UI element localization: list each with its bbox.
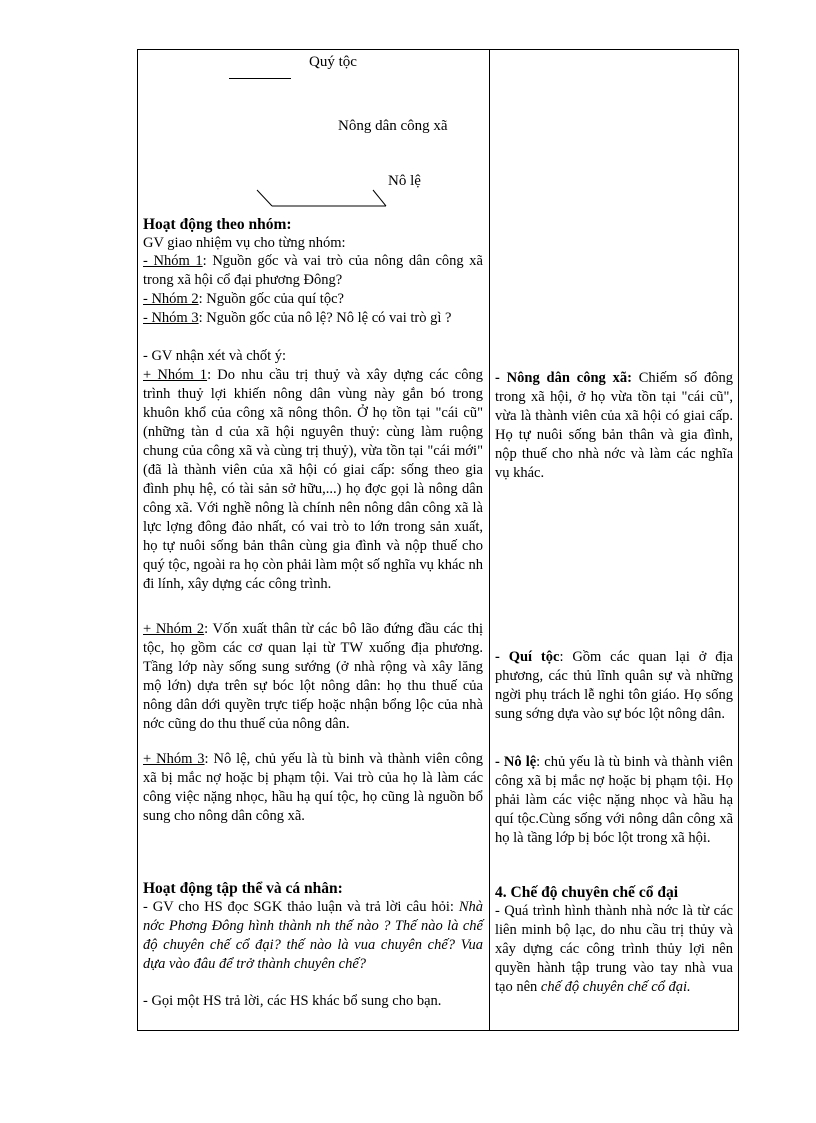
section-4-italic: chế độ chuyên chế cổ đại. [540, 979, 691, 995]
ans3-label: + Nhóm 3 [143, 751, 205, 767]
diagram-label-noble: Quý tộc [309, 54, 357, 70]
task-group-3 [143, 309, 483, 328]
noble-summary [495, 648, 733, 724]
gv-comment: - GV nhận xét và chốt ý: [143, 348, 287, 364]
answer-group-1 [143, 366, 483, 594]
section-4-heading: 4. Chế độ chuyên chế cổ đại [495, 884, 678, 901]
call-student: - Gọi một HS trả lời, các HS khác bổ sung cho bạn. [143, 993, 442, 1009]
assign-text: GV giao nhiệm vụ cho từng nhóm: [143, 235, 346, 251]
column-divider [489, 50, 490, 1030]
task-group-2 [143, 290, 483, 309]
ans2-label: + Nhóm 2 [143, 621, 205, 637]
task3-text: : Nguồn gốc của nô lệ? Nô lệ có vai trò gì ? [198, 310, 452, 326]
slave-text: : chủ yếu là tù binh và thành viên công xã bị mắc nợ hoặc bị phạm tội. Họ phải làm các việc nặng nhọc và hầu hạ quí tộc.Cùng sống với nông dân công xã họ là tầng lớp bị bóc lột trong xã hội. [495, 754, 733, 846]
noble-label: - Quí tộc [495, 649, 560, 665]
section-4-plain: - Quá trình hình thành nhà nớc là từ các liên minh bộ lạc, do nhu cầu trị thủy và xây dựng các công trình thủy lợi nên quyền hành tập trung vào tay nhà vua tạo nên [495, 903, 733, 995]
task-group-1 [143, 252, 483, 290]
collective-activity-heading: Hoạt động tập thể và cá nhân: [143, 880, 343, 897]
diagram-label-slave: Nô lệ [388, 173, 421, 189]
ans1-text: : Do nhu cầu trị thuỷ và xây dựng các công trình thuỷ lợi khiến nông dân vùng này gắn bó trong khuôn khổ của công xã nông thôn. Ở họ tồn tại "cái cũ" (những tàn d của xã hội nguyên thuỷ: cùng làm ruộng chung của công xã và cùng trị thuỷ), vừa tồn tại "cái mới" (đã là thành viên của xã hội có giai cấp: sống theo gia đình phụ hệ, có tài sản sở hữu,...) họ đợc gọi là nông dân công xã. Với nghề nông là chính nên nông dân công xã là lực lợng đông đảo nhất, có vai trò to lớn trong sản xuất, họ tự nuôi sống bản thân cùng gia đình và nộp thuế cho quý tộc, ngoài ra họ còn phải làm một số nghĩa vụ khác nh đi lính, xây dựng các công trình. [143, 367, 483, 592]
gv-task [143, 898, 483, 974]
task1-label: - Nhóm 1 [143, 253, 203, 269]
section-4-text [495, 902, 733, 997]
task3-label: - Nhóm 3 [143, 310, 199, 326]
peasant-label: - Nông dân công xã: [495, 370, 632, 386]
task2-label: - Nhóm 2 [143, 291, 199, 307]
lesson-table [137, 49, 739, 1031]
answer-group-2 [143, 620, 483, 734]
diagram-bracket [255, 188, 405, 212]
diagram-label-peasant: Nông dân công xã [338, 118, 448, 134]
answer-group-3 [143, 750, 483, 826]
diagram-line-top [229, 78, 291, 79]
peasant-text: Chiếm số đông trong xã hội, ở họ vừa tồn tại "cái cũ", vừa là thành viên của xã hội có giai cấp. Họ tự nuôi sống bản thân và gia đình, nộp thuế cho nhà nớc và làm các nghĩa vụ khác. [495, 370, 733, 481]
gv-task-questions: Nhà nớc Phơng Đông hình thành nh thế nào ? Thế nào là chế độ chuyên chế cổ đại? thế nào là vua chuyên chế? Vua dựa vào đâu để trở thành chuyên chế? [143, 899, 483, 972]
ans1-label: + Nhóm 1 [143, 367, 208, 383]
group-activity-heading: Hoạt động theo nhóm: [143, 216, 292, 233]
task2-text: : Nguồn gốc của quí tộc? [198, 291, 344, 307]
slave-summary [495, 753, 733, 848]
ans3-text: : Nô lệ, chủ yếu là tù binh và thành viên công xã bị mắc nợ hoặc bị phạm tội. Vai trò của họ là làm các công việc nặng nhọc, hầu hạ quí tộc, họ cũng là nguồn bổ sung cho nông dân công xã. [143, 751, 483, 824]
noble-text: : Gồm các quan lại ở địa phương, các thủ lĩnh quân sự và những ngời phụ trách lễ nghi tôn giáo. Họ sống sung sớng dựa vào sự bóc lột nông dân. [495, 649, 733, 722]
peasant-summary [495, 369, 733, 483]
gv-task-plain: - GV cho HS đọc SGK thảo luận và trả lời câu hỏi: [143, 899, 459, 915]
slave-label: - Nô lệ [495, 754, 537, 770]
task1-text: : Nguồn gốc và vai trò của nông dân công xã trong xã hội cổ đại phương Đông? [143, 253, 483, 288]
ans2-text: : Vốn xuất thân từ các bô lão đứng đầu các thị tộc, họ gồm các cơ quan lại từ TW xuống địa phương. Tầng lớp này sống sung sướng (ở nhà rộng và xây lăng mộ lớn) dựa trên sự bóc lột nông dân: họ thu thuế của nông dân dới quyền trực tiếp hoặc nhận bổng lộc của nhà nớc cũng do thu thuế của nông dân. [143, 621, 483, 732]
